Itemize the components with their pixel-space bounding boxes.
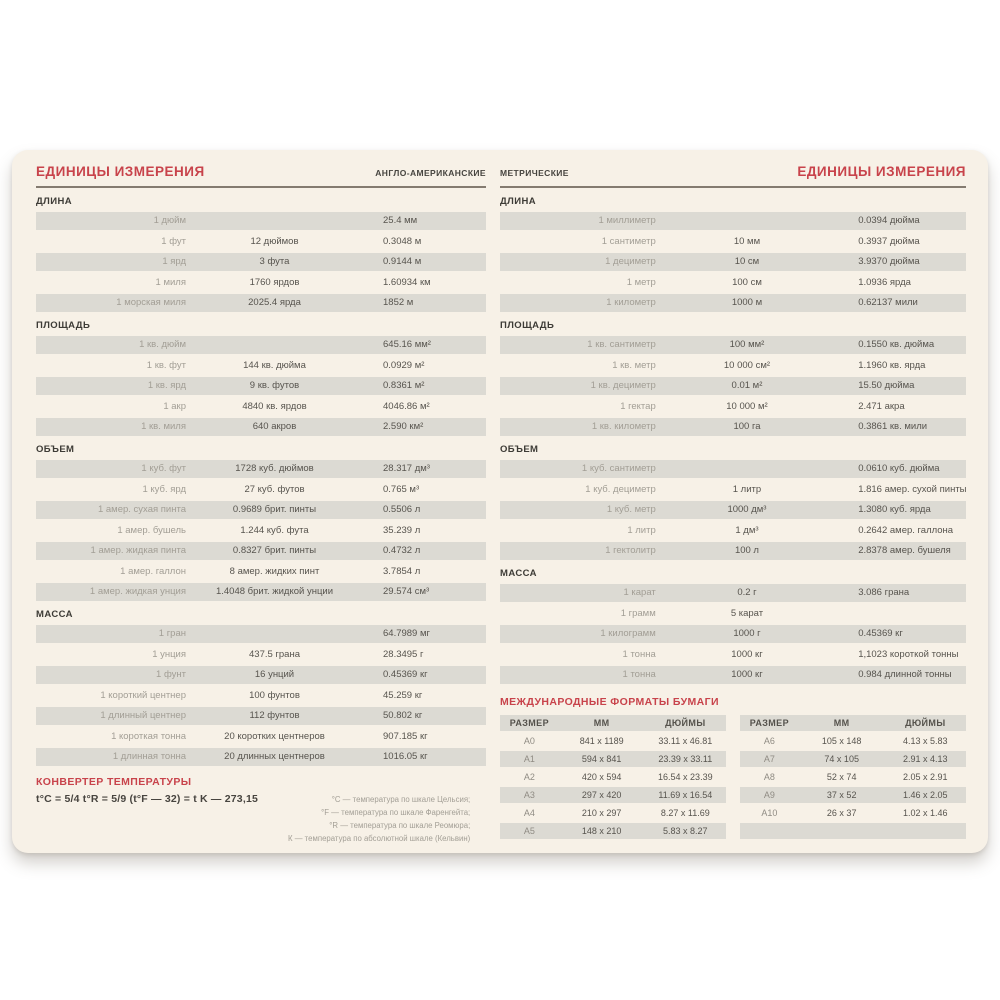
cell: 1 миля	[155, 276, 186, 288]
cell: 9 кв. футов	[249, 380, 300, 391]
conversion-row	[500, 460, 966, 478]
temperature-notes	[288, 793, 482, 845]
cell: 1 куб. сантиметр	[581, 463, 656, 474]
section-volume-right	[500, 444, 966, 560]
cell: 1 кв. дюйм	[139, 339, 186, 350]
cell	[885, 823, 966, 839]
conversion-row	[500, 481, 966, 499]
cell: 26 x 37	[826, 808, 857, 818]
cell: °R — температура по шкале Реомюра;	[329, 821, 471, 830]
conversion-row	[36, 666, 486, 684]
cell: 35.239 л	[383, 524, 421, 536]
cell: 1 куб. дециметр	[585, 483, 656, 495]
paper-tables	[500, 715, 966, 841]
paper-row	[740, 823, 966, 839]
cell: 10 мм	[733, 235, 761, 247]
conversion-row	[36, 501, 486, 519]
conversion-table	[500, 584, 966, 684]
cell: 1 амер. жидкая унция	[89, 586, 186, 597]
conversion-table	[36, 460, 486, 601]
cell: 1 куб. метр	[606, 504, 656, 515]
cell: 0.01 м²	[731, 380, 763, 391]
conversion-row	[36, 418, 486, 436]
cell: 640 акров	[252, 421, 297, 432]
conversion-row	[500, 625, 966, 643]
conversion-row	[36, 294, 486, 312]
cell: 1 гран	[158, 628, 186, 639]
cell: 1 амер. бушель	[117, 524, 186, 536]
right-column-header	[500, 164, 966, 188]
cell: 0.0929 м²	[383, 359, 425, 371]
cell: 2.471 акра	[858, 400, 905, 412]
anglo-american-column	[36, 164, 486, 853]
cell: 3.9370 дюйма	[858, 256, 920, 267]
section-volume-left	[36, 444, 486, 601]
cell: A8	[763, 772, 775, 782]
cell: 10 см	[734, 256, 760, 267]
cell: 0.765 м³	[383, 483, 420, 495]
left-subtitle: АНГЛО-АМЕРИКАНСКИЕ	[375, 168, 486, 178]
cell: °C — температура по шкале Цельсия;	[331, 795, 471, 804]
cell: 1000 дм³	[727, 504, 767, 515]
cell: 1 дюйм	[153, 215, 186, 226]
cell: 3.086 грана	[858, 587, 910, 598]
cell: 0.3048 м	[383, 235, 422, 247]
conversion-row	[36, 707, 486, 725]
cell: 0.62137 мили	[858, 297, 918, 308]
cell: 1000 г	[733, 628, 761, 639]
cell: 0.8361 м²	[383, 380, 425, 391]
cell: 0.2642 амер. галлона	[858, 524, 954, 536]
conversion-table	[500, 460, 966, 560]
cell: 1016.05 кг	[383, 751, 428, 762]
column-header-size: РАЗМЕР	[749, 718, 789, 728]
section-area-left	[36, 320, 486, 436]
cell: A7	[763, 754, 775, 764]
cell: 25.4 мм	[383, 215, 418, 226]
cell: 297 x 420	[581, 790, 622, 800]
conversion-row	[500, 357, 966, 375]
temperature-heading: КОНВЕРТЕР ТЕМПЕРАТУРЫ	[36, 776, 192, 788]
conversion-row	[500, 294, 966, 312]
conversion-table	[36, 212, 486, 312]
cell: 1 амер. жидкая пинта	[90, 545, 186, 556]
conversion-row	[36, 522, 486, 540]
cell: 3.7854 л	[383, 565, 421, 577]
section-heading: МАССА	[500, 568, 537, 579]
section-mass-right	[500, 568, 966, 684]
section-mass-left	[36, 609, 486, 766]
cell: 100 см	[732, 276, 762, 288]
cell: 0.2 г	[737, 587, 757, 598]
paper-row	[500, 787, 726, 803]
cell: 1 тонна	[622, 669, 656, 680]
cell: 1.60934 км	[383, 276, 431, 288]
cell: 112 фунтов	[249, 710, 300, 721]
cell: 1 морская миля	[116, 297, 186, 308]
cell: 12 дюймов	[250, 235, 299, 247]
cell: 64.7989 мг	[383, 628, 430, 639]
cell: 1 кв. фут	[146, 359, 186, 371]
cell: 1760 ярдов	[249, 276, 300, 288]
cell: 100 фунтов	[249, 689, 300, 701]
conversion-row	[500, 666, 966, 684]
cell: 437.5 грана	[249, 648, 300, 660]
cell: A3	[523, 790, 535, 800]
cell: 1000 м	[731, 297, 763, 308]
section-heading: ОБЪЕМ	[500, 444, 539, 455]
cell: A9	[763, 790, 775, 800]
paper-row	[500, 769, 726, 785]
cell: 1 литр	[627, 524, 656, 536]
cell: 20 коротких центнеров	[224, 730, 325, 742]
cell: 1.1960 кв. ярда	[858, 359, 926, 371]
temperature-body	[36, 793, 486, 845]
conversion-row	[500, 646, 966, 664]
conversion-row	[36, 625, 486, 643]
section-heading: ДЛИНА	[500, 196, 536, 207]
conversion-row	[500, 418, 966, 436]
cell: °F — температура по шкале Фаренгейта;	[321, 808, 471, 817]
cell	[198, 625, 351, 643]
cell: 1 унция	[152, 648, 186, 660]
conversion-row	[36, 481, 486, 499]
conversion-row	[36, 542, 486, 560]
cell: 1 ярд	[162, 256, 186, 267]
cell: 5 карат	[730, 607, 764, 619]
section-heading: ОБЪЕМ	[36, 444, 75, 455]
cell: A1	[523, 754, 535, 764]
cell: 105 x 148	[821, 736, 862, 746]
cell: 1.4048 брит. жидкой унции	[215, 586, 334, 597]
cell: 0.3937 дюйма	[858, 235, 920, 247]
cell: A6	[763, 736, 775, 746]
conversion-row	[500, 522, 966, 540]
temperature-note	[288, 806, 482, 819]
cell	[198, 336, 351, 354]
cell	[799, 823, 885, 839]
cell: 1 фунт	[156, 669, 186, 680]
section-length-right	[500, 196, 966, 312]
cell: 16 унций	[254, 669, 295, 680]
cell: 1 амер. сухая пинта	[97, 504, 186, 515]
cell: 2.590 км²	[383, 421, 424, 432]
cell: 100 га	[733, 421, 761, 432]
conversion-row	[36, 336, 486, 354]
cell: 0.45369 кг	[858, 628, 903, 639]
conversion-row	[36, 687, 486, 705]
cell: 1 километр	[606, 297, 656, 308]
cell: 1 кв. метр	[612, 359, 656, 371]
paper-rows	[740, 733, 966, 839]
paper-rows	[500, 733, 726, 839]
section-heading: ПЛОЩАДЬ	[500, 320, 555, 331]
temperature-formula: t°C = 5/4 t°R = 5/9 (t°F — 32) = t K — 273,15	[36, 793, 259, 805]
cell: 1,1023 короткой тонны	[858, 648, 959, 660]
cell: 1 фут	[161, 235, 186, 247]
cell: К — температура по абсолютной шкале (Кельвин)	[288, 834, 471, 843]
column-header-size: РАЗМЕР	[509, 718, 549, 728]
conversion-row	[500, 584, 966, 602]
cell: 4046.86 м²	[383, 400, 430, 412]
conversion-row	[36, 583, 486, 601]
cell: 1 килограмм	[600, 628, 656, 639]
section-heading: ДЛИНА	[36, 196, 72, 207]
temperature-converter	[36, 776, 486, 845]
cell: 0.9689 брит. пинты	[232, 504, 317, 515]
cell: 1 грамм	[620, 607, 656, 619]
cell	[668, 212, 826, 230]
column-header-inches: ДЮЙМЫ	[905, 718, 946, 728]
paper-row	[500, 733, 726, 749]
cell: 1852 м	[383, 297, 414, 308]
cell: 1728 куб. дюймов	[235, 463, 314, 474]
cell: 1 кв. миля	[141, 421, 186, 432]
cell: 29.574 см³	[383, 586, 430, 597]
cell: A4	[523, 808, 535, 818]
cell: 28.3495 г	[383, 648, 424, 660]
page-title-right: ЕДИНИЦЫ ИЗМЕРЕНИЯ	[797, 164, 966, 179]
cell: 1 куб. ярд	[142, 483, 186, 495]
cell	[826, 605, 966, 623]
cell: 1000 кг	[731, 669, 763, 680]
cell: 45.259 кг	[383, 689, 423, 701]
cell	[198, 212, 351, 230]
cell: 4840 кв. ярдов	[242, 400, 307, 412]
cell: 0.45369 кг	[383, 669, 428, 680]
cell: 1 кв. ярд	[147, 380, 186, 391]
conversion-row	[500, 233, 966, 251]
cell: 1 гектолитр	[605, 545, 656, 556]
paper-formats-section	[500, 696, 966, 841]
conversion-row	[36, 563, 486, 581]
cell: 1 кв. дециметр	[590, 380, 656, 391]
cell: 1 литр	[732, 483, 762, 495]
cell: A10	[761, 808, 778, 818]
conversion-row	[36, 646, 486, 664]
cell: 144 кв. дюйма	[243, 359, 306, 371]
cell: 1 короткая тонна	[111, 730, 186, 742]
column-header-mm: ММ	[593, 718, 610, 728]
cell: 0.984 длинной тонны	[858, 669, 952, 680]
conversion-row	[500, 605, 966, 623]
conversion-row	[36, 274, 486, 292]
cell: 1.244 куб. фута	[240, 524, 309, 536]
paper-row	[500, 823, 726, 839]
left-column-header	[36, 164, 486, 188]
conversion-row	[500, 501, 966, 519]
cell: 74 x 105	[824, 754, 859, 764]
cell: 1 длинная тонна	[112, 751, 186, 762]
cell: A5	[523, 826, 535, 836]
paper-table-a6-a10	[740, 715, 966, 841]
cell: 1 тонна	[622, 648, 656, 660]
cell: 23.39 x 33.11	[658, 754, 713, 764]
cell: A0	[523, 736, 535, 746]
cell: 10 000 м²	[726, 400, 768, 412]
cell: 420 x 594	[581, 772, 622, 782]
paper-table-a0-a5	[500, 715, 726, 841]
conversion-row	[500, 212, 966, 230]
cell: 100 мм²	[729, 339, 765, 350]
conversion-row	[36, 212, 486, 230]
cell: 0.5506 л	[383, 504, 421, 515]
cell: 4.13 x 5.83	[903, 736, 948, 746]
cell: 5.83 x 8.27	[663, 826, 708, 836]
cell: 1 гектар	[620, 400, 656, 412]
cell: 2.91 x 4.13	[903, 754, 948, 764]
conversion-row	[500, 542, 966, 560]
conversion-table	[500, 212, 966, 312]
paper-row	[740, 751, 966, 767]
cell: 0.1550 кв. дюйма	[858, 339, 935, 350]
temperature-note	[288, 819, 482, 832]
cell: A2	[523, 772, 535, 782]
cell: 1.02 x 1.46	[903, 808, 948, 818]
cell: 1000 кг	[731, 648, 763, 660]
conversion-row	[500, 253, 966, 271]
cell: 1 длинный центнер	[100, 710, 186, 721]
paper-row	[740, 733, 966, 749]
section-length-left	[36, 196, 486, 312]
paper-row	[500, 805, 726, 821]
section-heading: ПЛОЩАДЬ	[36, 320, 91, 331]
cell: 2025.4 ярда	[248, 297, 301, 308]
conversion-row	[36, 253, 486, 271]
cell: 20 длинных центнеров	[224, 751, 325, 762]
conversion-row	[36, 377, 486, 395]
cell: 841 x 1189	[579, 736, 624, 746]
planner-reference-page	[12, 150, 988, 853]
cell: 1.46 x 2.05	[903, 790, 948, 800]
cell: 50.802 кг	[383, 710, 423, 721]
paper-row	[740, 787, 966, 803]
cell	[740, 823, 799, 839]
cell: 33.11 x 46.81	[658, 736, 713, 746]
cell: 1.0936 ярда	[858, 276, 911, 288]
conversion-row	[36, 460, 486, 478]
conversion-row	[36, 728, 486, 746]
cell: 0.0610 куб. дюйма	[858, 463, 940, 474]
cell: 594 x 841	[581, 754, 622, 764]
cell: 1.3080 куб. ярда	[858, 504, 931, 515]
cell: 0.3861 кв. мили	[858, 421, 928, 432]
cell: 1 кв. километр	[591, 421, 656, 432]
paper-row	[740, 805, 966, 821]
cell: 1 короткий центнер	[100, 689, 186, 701]
cell: 645.16 мм²	[383, 339, 431, 350]
cell: 28.317 дм³	[383, 463, 430, 474]
section-area-right	[500, 320, 966, 436]
cell: 1 миллиметр	[598, 215, 656, 226]
conversion-row	[500, 398, 966, 416]
cell: 210 x 297	[581, 808, 622, 818]
conversion-table	[36, 336, 486, 436]
section-heading: МАССА	[36, 609, 73, 620]
cell: 0.8327 брит. пинты	[232, 545, 317, 556]
cell: 1 дециметр	[605, 256, 656, 267]
cell: 2.8378 амер. бушеля	[858, 545, 951, 556]
cell: 1 куб. фут	[141, 463, 186, 474]
conversion-row	[500, 377, 966, 395]
cell: 0.9144 м	[383, 256, 422, 267]
cell: 1 дм³	[735, 524, 759, 536]
conversion-row	[500, 274, 966, 292]
cell: 1 карат	[623, 587, 656, 598]
cell: 2.05 x 2.91	[903, 772, 948, 782]
cell: 0.4732 л	[383, 545, 421, 556]
conversion-table	[500, 336, 966, 436]
cell: 1 кв. сантиметр	[587, 339, 656, 350]
conversion-row	[36, 357, 486, 375]
cell: 37 x 52	[826, 790, 857, 800]
conversion-row	[36, 748, 486, 766]
cell: 10 000 см²	[723, 359, 771, 371]
cell: 8 амер. жидких пинт	[229, 565, 320, 577]
temperature-note	[288, 793, 482, 806]
cell: 27 куб. футов	[244, 483, 305, 495]
conversion-row	[500, 336, 966, 354]
cell: 15.50 дюйма	[858, 380, 915, 391]
paper-table-header	[500, 715, 726, 731]
right-subtitle: МЕТРИЧЕСКИЕ	[500, 168, 569, 178]
cell: 0.0394 дюйма	[858, 215, 920, 226]
page-title-left: ЕДИНИЦЫ ИЗМЕРЕНИЯ	[36, 164, 205, 179]
column-header-mm: ММ	[833, 718, 850, 728]
cell: 100 л	[734, 545, 759, 556]
cell: 8.27 x 11.69	[660, 808, 710, 818]
cell: 52 x 74	[826, 772, 857, 782]
paper-table-header	[740, 715, 966, 731]
conversion-row	[36, 398, 486, 416]
cell: 1 акр	[163, 400, 186, 412]
column-header-inches: ДЮЙМЫ	[665, 718, 706, 728]
conversion-table	[36, 625, 486, 766]
cell: 1 амер. галлон	[120, 565, 186, 577]
cell: 1 метр	[626, 276, 656, 288]
cell: 11.69 x 16.54	[658, 790, 713, 800]
metric-column	[500, 164, 966, 853]
cell: 1.816 амер. сухой пинты	[858, 483, 967, 495]
paper-formats-heading: МЕЖДУНАРОДНЫЕ ФОРМАТЫ БУМАГИ	[500, 696, 719, 708]
paper-row	[500, 751, 726, 767]
cell: 907.185 кг	[383, 730, 428, 742]
cell: 16.54 x 23.39	[658, 772, 713, 782]
conversion-row	[36, 233, 486, 251]
paper-row	[740, 769, 966, 785]
cell	[668, 460, 826, 478]
cell: 3 фута	[259, 256, 290, 267]
cell: 148 x 210	[581, 826, 622, 836]
cell: 1 сантиметр	[601, 235, 656, 247]
temperature-note	[288, 832, 482, 845]
